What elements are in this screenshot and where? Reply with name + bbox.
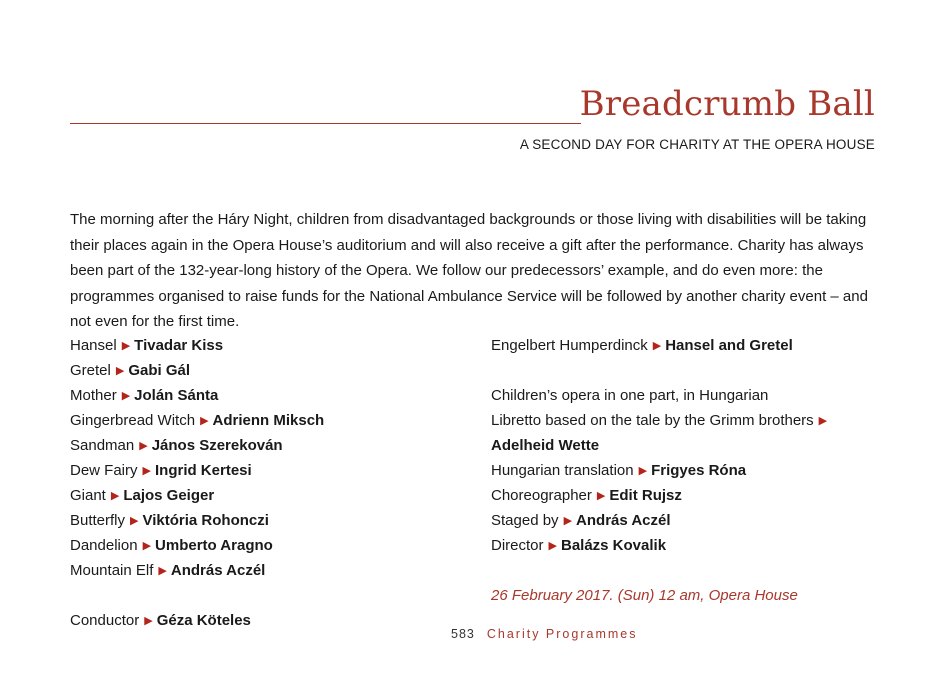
description-row: Children’s opera in one part, in Hungarian (491, 387, 769, 404)
credit-row (491, 508, 851, 533)
role-label: Mother (70, 387, 117, 404)
role-label: Hansel (70, 337, 117, 354)
right-triangle-icon: ▶ (144, 615, 153, 627)
libretto-row (491, 408, 851, 433)
cast-row (70, 458, 450, 483)
cast-list (70, 333, 450, 633)
cast-row (70, 408, 450, 433)
page-subtitle: A SECOND DAY FOR CHARITY AT THE OPERA HOUSE (519, 137, 875, 152)
role-label: Libretto based on the tale by the Grimm brothers (491, 412, 814, 429)
right-triangle-icon: ▶ (563, 515, 573, 527)
right-triangle-icon: ▶ (158, 565, 167, 577)
page-footer (451, 627, 637, 641)
right-triangle-icon: ▶ (142, 540, 152, 552)
right-triangle-icon: ▶ (115, 365, 125, 377)
cast-row (70, 533, 450, 558)
page-number: 583 (451, 627, 475, 641)
spacer (70, 583, 450, 608)
credit-row (491, 458, 851, 483)
right-triangle-icon: ▶ (200, 415, 209, 427)
composer-label: Engelbert Humperdinck (491, 337, 648, 354)
role-label: Butterfly (70, 512, 126, 529)
performer-name: Adrienn Miksch (212, 412, 325, 429)
right-triangle-icon: ▶ (121, 340, 131, 352)
libretto-name-row (491, 433, 851, 458)
cast-row (70, 558, 450, 583)
cast-row (70, 508, 450, 533)
section-label: Charity Programmes (486, 627, 638, 641)
right-triangle-icon: ▶ (130, 515, 139, 527)
role-label: Gingerbread Witch (70, 412, 196, 429)
performer-name: Lajos Geiger (123, 487, 215, 504)
work-title: Hansel and Gretel (665, 337, 793, 354)
role-label: Hungarian translation (491, 462, 634, 479)
right-triangle-icon: ▶ (652, 340, 662, 352)
credit-row (491, 533, 851, 558)
cast-row (70, 333, 450, 358)
cast-row (70, 358, 450, 383)
right-triangle-icon: ▶ (818, 415, 828, 427)
performer-name: Adelheid Wette (491, 437, 600, 454)
role-label: Choreographer (491, 487, 592, 504)
performer-name: Frigyes Róna (651, 462, 747, 479)
role-label: Mountain Elf (70, 562, 154, 579)
right-triangle-icon: ▶ (596, 490, 606, 502)
performer-name: András Aczél (170, 562, 266, 579)
performer-name: Jolán Sánta (134, 387, 219, 404)
right-triangle-icon: ▶ (142, 465, 151, 477)
header-rule (70, 123, 581, 124)
credit-row (491, 483, 851, 508)
conductor-row (70, 608, 450, 633)
role-label: Staged by (491, 512, 559, 529)
right-triangle-icon: ▶ (139, 440, 148, 452)
performer-name: Balázs Kovalik (560, 537, 667, 554)
role-label: Sandman (70, 437, 135, 454)
performer-name: Edit Rujsz (609, 487, 682, 504)
performance-date: 26 February 2017. (Sun) 12 am, Opera House (491, 587, 798, 604)
intro-paragraph: The morning after the Háry Night, children from disadvantaged backgrounds or those living with disabilities will be taking their places again in the Opera House’s auditorium and will also receive a gift after the performance. Charity has always been part of the 132-year-long history of the Opera. We follow our predecessors’ example, and do even more: the programmes organised to raise funds for the National Ambulance Service will be followed by another charity event – and not even for the first time. (70, 211, 868, 330)
role-label: Dew Fairy (70, 462, 138, 479)
role-label: Dandelion (70, 537, 138, 554)
performer-name: Tivadar Kiss (134, 337, 224, 354)
cast-row (70, 383, 450, 408)
spacer (491, 358, 851, 383)
work-row (491, 333, 851, 358)
performer-name: János Szerekován (151, 437, 283, 454)
performer-name: Viktória Rohonczi (142, 512, 269, 529)
right-triangle-icon: ▶ (121, 390, 131, 402)
page-title: Breadcrumb Ball (579, 84, 875, 124)
right-triangle-icon: ▶ (110, 490, 120, 502)
role-label: Conductor (70, 612, 140, 629)
role-label: Gretel (70, 362, 111, 379)
performer-name: András Aczél (576, 512, 671, 529)
performer-name: Gabi Gál (128, 362, 191, 379)
performer-name: Géza Köteles (156, 612, 251, 629)
right-triangle-icon: ▶ (548, 540, 557, 552)
right-triangle-icon: ▶ (638, 465, 648, 477)
role-label: Giant (70, 487, 106, 504)
performer-name: Ingrid Kertesi (154, 462, 252, 479)
role-label: Director (491, 537, 544, 554)
cast-row (70, 483, 450, 508)
cast-row (70, 433, 450, 458)
production-info (491, 333, 851, 608)
spacer (491, 558, 851, 583)
performer-name: Umberto Aragno (155, 537, 273, 554)
